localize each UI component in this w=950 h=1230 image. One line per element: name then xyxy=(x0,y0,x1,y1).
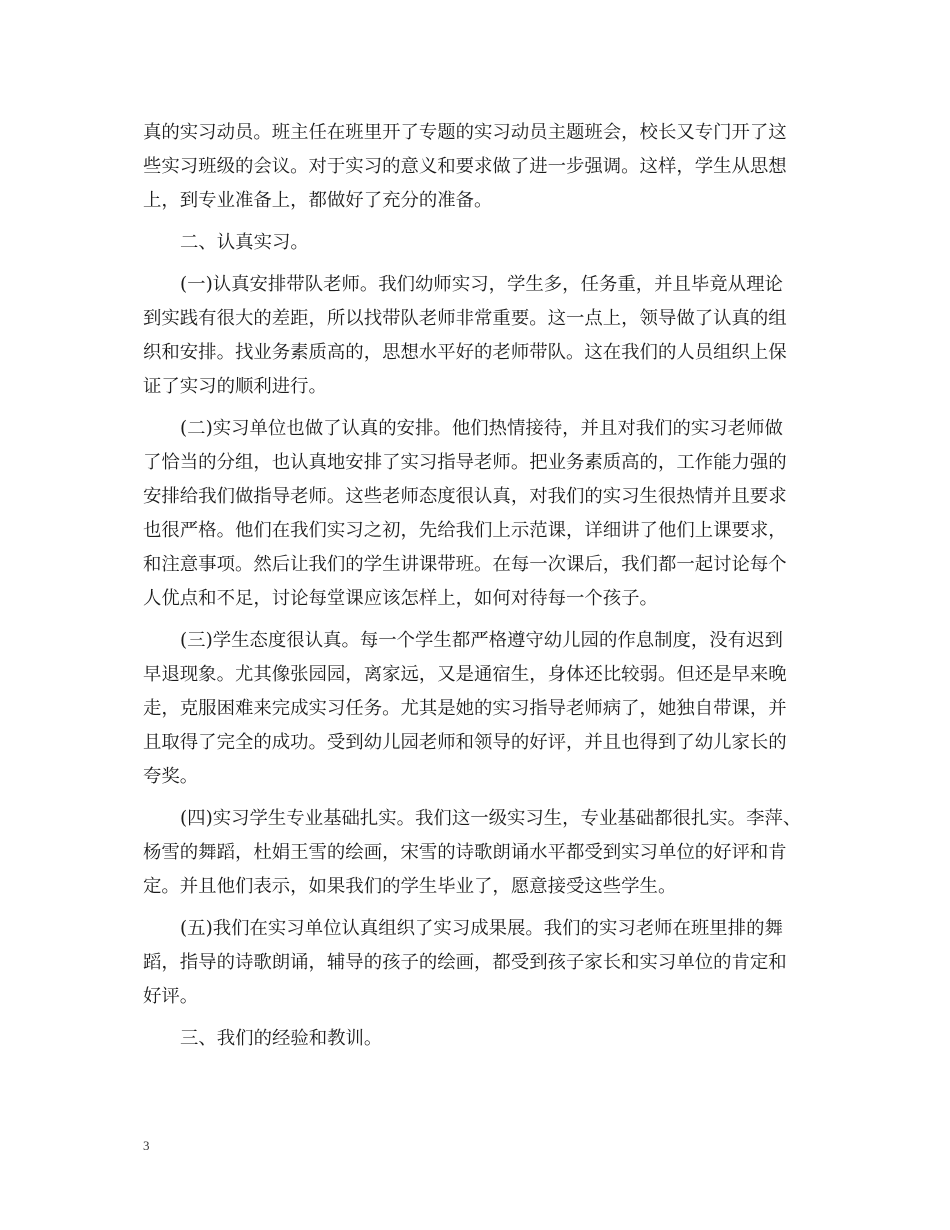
text-line: 证了实习的顺利进行。 xyxy=(143,376,327,397)
text-line: 早退现象。尤其像张园园，离家远，又是通宿生，身体还比较弱。但还是早来晚 xyxy=(143,664,787,685)
section-heading-3 xyxy=(143,1022,808,1056)
text-line: (一)认真安排带队老师。我们幼师实习，学生多，任务重，并且毕竟从理论 xyxy=(180,274,783,295)
text-line: 些实习班级的会议。对于实习的意义和要求做了进一步强调。这样，学生从思想 xyxy=(143,156,787,177)
text-line: 夸奖。 xyxy=(143,766,199,787)
paragraph-continuation xyxy=(143,116,808,218)
page-number: 3 xyxy=(143,1138,150,1153)
text-line: 织和安排。找业务素质高的，思想水平好的老师带队。这在我们的人员组织上保 xyxy=(143,342,787,363)
paragraph-item-4 xyxy=(143,802,808,904)
heading-line: 二、认真实习。 xyxy=(180,232,309,253)
paragraph-item-5 xyxy=(143,912,808,1014)
text-line: 安排给我们做指导老师。这些老师态度很认真，对我们的实习生很热情并且要求 xyxy=(143,486,787,507)
text-line: (三)学生态度很认真。每一个学生都严格遵守幼儿园的作息制度，没有迟到 xyxy=(180,630,783,651)
text-line: (四)实习学生专业基础扎实。我们这一级实习生，专业基础都很扎实。李萍、 xyxy=(180,808,802,829)
document-body xyxy=(143,116,808,1056)
text-line: 和注意事项。然后让我们的学生讲课带班。在每一次课后，我们都一起讨论每个 xyxy=(143,554,787,575)
text-line: (五)我们在实习单位认真组织了实习成果展。我们的实习老师在班里排的舞 xyxy=(180,918,783,939)
heading-line: 三、我们的经验和教训。 xyxy=(180,1028,383,1049)
text-line: 杨雪的舞蹈，杜娟王雪的绘画，宋雪的诗歌朗诵水平都受到实习单位的好评和肯 xyxy=(143,842,787,863)
text-line: (二)实习单位也做了认真的安排。他们热情接待，并且对我们的实习老师做 xyxy=(180,418,783,439)
text-line: 好评。 xyxy=(143,986,199,1007)
section-heading-2 xyxy=(143,226,808,260)
text-line: 走，克服困难来完成实习任务。尤其是她的实习指导老师病了，她独自带课，并 xyxy=(143,698,787,719)
text-line: 人优点和不足，讨论每堂课应该怎样上，如何对待每一个孩子。 xyxy=(143,588,658,609)
text-line: 蹈，指导的诗歌朗诵，辅导的孩子的绘画，都受到孩子家长和实习单位的肯定和 xyxy=(143,952,787,973)
text-line: 也很严格。他们在我们实习之初，先给我们上示范课，详细讲了他们上课要求， xyxy=(143,520,787,541)
text-line: 真的实习动员。班主任在班里开了专题的实习动员主题班会，校长又专门开了这 xyxy=(143,122,787,143)
text-line: 且取得了完全的成功。受到幼儿园老师和领导的好评，并且也得到了幼儿家长的 xyxy=(143,732,787,753)
text-line: 定。并且他们表示，如果我们的学生毕业了，愿意接受这些学生。 xyxy=(143,876,677,897)
text-line: 上，到专业准备上，都做好了充分的准备。 xyxy=(143,190,493,211)
text-line: 了恰当的分组，也认真地安排了实习指导老师。把业务素质高的，工作能力强的 xyxy=(143,452,787,473)
paragraph-item-3 xyxy=(143,624,808,794)
text-line: 到实践有很大的差距，所以找带队老师非常重要。这一点上，领导做了认真的组 xyxy=(143,308,787,329)
paragraph-item-1 xyxy=(143,268,808,404)
paragraph-item-2 xyxy=(143,412,808,616)
